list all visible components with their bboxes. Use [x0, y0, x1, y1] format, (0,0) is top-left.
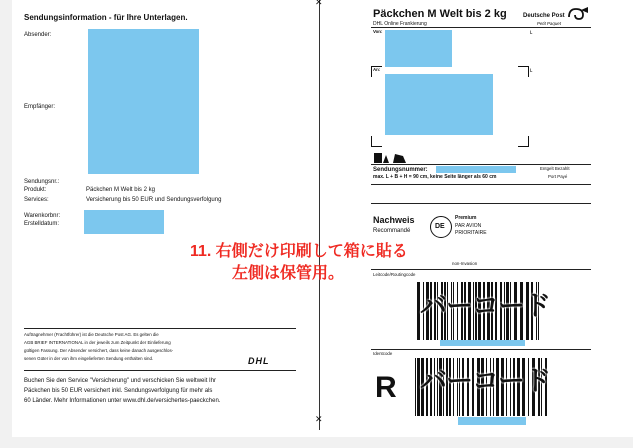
- warenkorb-label: Warenkorbnr:: [24, 213, 61, 219]
- barcode-caption: バーコード: [420, 366, 550, 396]
- corner-mark: ʟ: [530, 68, 533, 74]
- corner-mark: [371, 66, 382, 77]
- left-title: Sendungsinformation - für Ihre Unterlagen.: [24, 13, 188, 22]
- services-value: Versicherung bis 50 EUR und Sendungsverfolgung: [86, 197, 222, 203]
- prioritaire-label: PRIORITAIRE: [455, 230, 487, 236]
- corner-mark: [518, 66, 529, 77]
- de-badge-text: DE: [435, 223, 445, 230]
- size-limit: max. L + B + H = 90 cm, keine Seite länger als 60 cm: [373, 174, 497, 180]
- insurance-line: Buchen Sie den Service "Versicherung" und verschicken Sie weltweit Ihr: [24, 378, 217, 384]
- post-horn-icon: [567, 6, 589, 22]
- address-placeholder: [88, 29, 199, 174]
- divider: [371, 27, 591, 28]
- divider: [371, 203, 591, 204]
- brand-sub: Petit Paquet: [537, 21, 561, 26]
- sendungsnummer-label: Sendungsnummer:: [373, 167, 428, 173]
- handle-with-care-icon: [373, 151, 407, 164]
- barcode-bar: [415, 358, 416, 416]
- von-label: Von:: [373, 29, 383, 34]
- divider: [371, 349, 591, 350]
- premium-label: Premium: [455, 215, 477, 221]
- produkt-label: Produkt:: [24, 187, 47, 193]
- an-label: An:: [373, 67, 381, 72]
- par-avion-label: PAR AVION: [455, 223, 482, 229]
- corner-mark: ʟ: [530, 30, 533, 36]
- produkt-value: Päckchen M Welt bis 2 kg: [86, 187, 155, 193]
- divider: [371, 269, 591, 270]
- absender-label: Absender:: [24, 32, 52, 38]
- sender-placeholder: [385, 30, 452, 67]
- corner-mark: [371, 136, 382, 147]
- services-label: Services:: [24, 197, 49, 203]
- annotation-line-1: 11. 右側だけ印刷して箱に貼る: [190, 243, 408, 260]
- entgelt-bezahlt: Entgelt Bezahlt: [540, 166, 570, 171]
- cut-line-mark-icon: ✕: [315, 0, 323, 7]
- warenkorb-placeholder: [84, 210, 164, 234]
- fine-print-line: gültigen Fassung. Der Absender versichert, dass keine danach ausgeschlos-: [24, 348, 174, 353]
- right-subtitle: DHL Online Frankierung: [373, 21, 427, 27]
- brand-name: Deutsche Post: [523, 13, 565, 19]
- insurance-line: 60 Länder. Mehr Informationen unter www.dhl.de/versichertes-paeckchen.: [24, 398, 221, 404]
- cut-line: [319, 0, 320, 430]
- divider: [371, 164, 591, 165]
- recommande-label: Recommandé: [373, 228, 411, 234]
- fine-print-line: Auftragnehmer (Frachtführer) ist die Deutsche Post AG. Es gelten die: [24, 332, 159, 337]
- annotation-line-2: 左側は保管用。: [232, 265, 345, 282]
- registered-letter: R: [375, 371, 397, 404]
- fine-print-line: senen Güter in der von ihm eingelieferten Sendung enthalten sind.: [24, 356, 154, 361]
- insurance-line: Päckchen bis 50 EUR versichert inkl. Sendungsverfolgung für mehr als: [24, 388, 213, 394]
- nachweis-label: Nachweis: [373, 215, 415, 225]
- divider: [24, 370, 296, 371]
- fine-print-line: AGB BRIEF INTERNATIONAL in der jeweils zum Zeitpunkt der Einlieferung: [24, 340, 171, 345]
- cut-line-mark-icon: ✕: [315, 414, 323, 424]
- divider: [24, 328, 296, 329]
- recipient-placeholder: [385, 74, 493, 135]
- divider: [371, 184, 591, 185]
- port-paye: Port Payé: [548, 174, 568, 179]
- sendungsnr-label: Sendungsnr.:: [24, 179, 60, 185]
- empfaenger-label: Empfänger:: [24, 104, 56, 110]
- label-sheet: [12, 0, 633, 437]
- non-invasion-text: non-Invasion: [452, 261, 478, 266]
- leitcode-label: Leitcode/Routingcode: [373, 272, 416, 277]
- tracking-number-placeholder: [436, 166, 516, 173]
- routing-code-placeholder: [440, 340, 525, 346]
- corner-mark: [518, 136, 529, 147]
- dhl-logo: DHL: [248, 356, 270, 366]
- ident-code-placeholder: [458, 417, 526, 425]
- right-title: Päckchen M Welt bis 2 kg: [373, 8, 507, 20]
- identcode-label: Identcode: [373, 351, 393, 356]
- de-badge: [430, 216, 452, 238]
- barcode-caption: バーコード: [420, 291, 550, 321]
- erstelldatum-label: Erstelldatum:: [24, 221, 60, 227]
